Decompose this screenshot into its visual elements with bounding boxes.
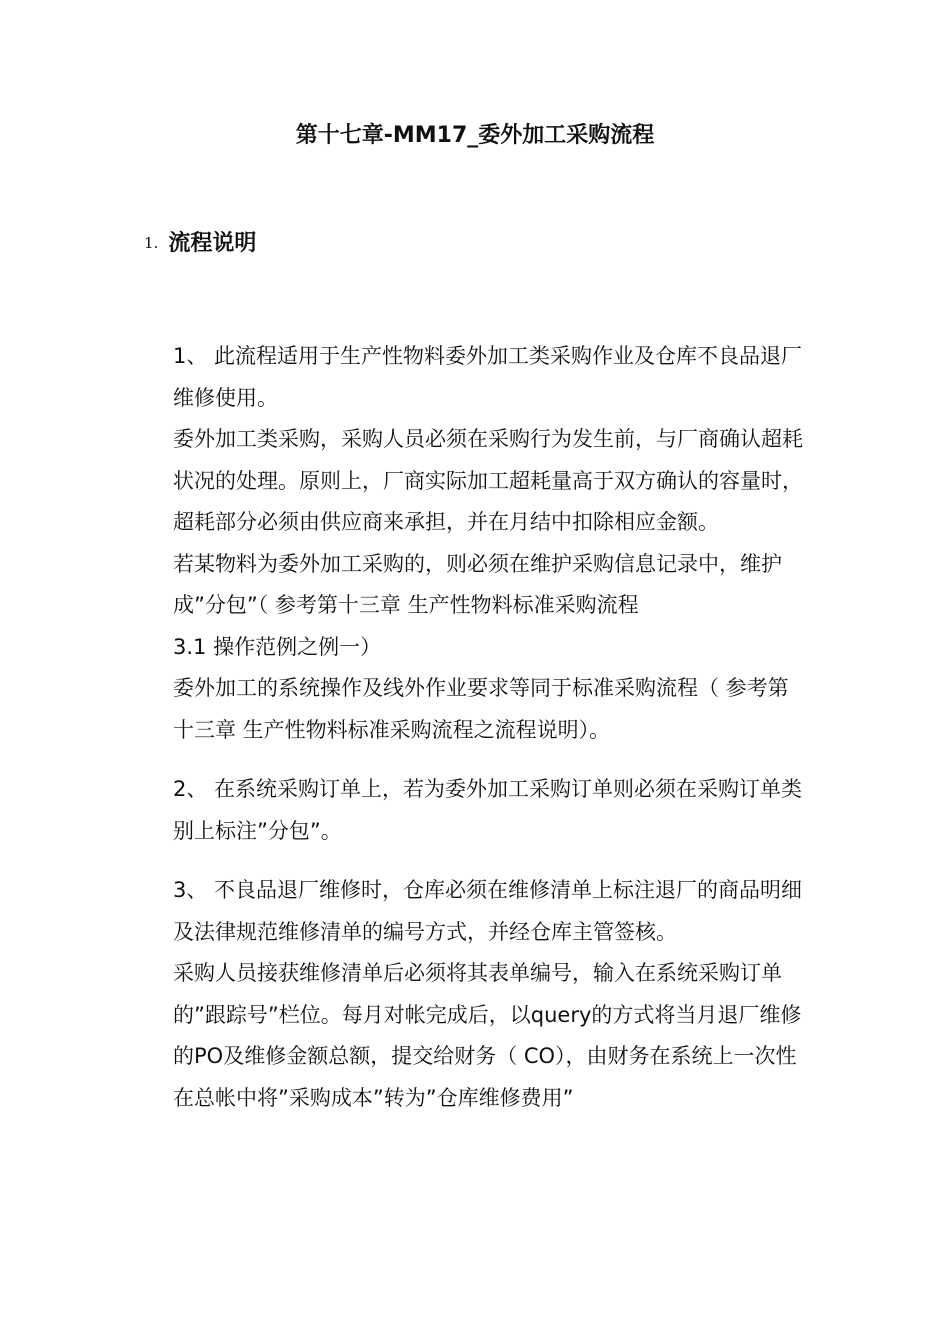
section-heading-text: 流程说明 bbox=[168, 231, 257, 256]
paragraph-6: 2、 在系统采购订单上，若为委外加工采购订单则必须在采购订单类别上标注”分包”。 bbox=[173, 777, 803, 843]
paragraph-1: 1、 此流程适用于生产性物料委外加工类采购作业及仓库不良品退厂维修使用。 bbox=[173, 344, 803, 410]
section-heading bbox=[144, 226, 256, 257]
paragraph-3: 若某物料为委外加工采购的，则必须在维护采购信息记录中，维护成”分包”（ 参考第十三章 生产性物料标准采购流程 bbox=[173, 551, 782, 617]
paragraph-5: 委外加工的系统操作及线外作业要求等同于标准采购流程（ 参考第十三章 生产性物料标准采购流程之流程说明）。 bbox=[173, 676, 789, 742]
document-body bbox=[173, 336, 803, 1119]
paragraph-2: 委外加工类采购，采购人员必须在采购行为发生前，与厂商确认超耗状况的处理。原则上，厂商实际加工超耗量高于双方确认的容量时，超耗部分必须由供应商来承担，并在月结中扣除相应金额。 bbox=[173, 427, 803, 534]
paragraph-4: 3.1 操作范例之例一） bbox=[173, 634, 382, 659]
document-title: 第十七章-MM17_委外加工采购流程 bbox=[295, 123, 655, 148]
section-number: 1. bbox=[144, 234, 159, 252]
paragraph-8: 采购人员接获维修清单后必须将其表单编号，输入在系统采购订单的”跟踪号”栏位。每月对帐完成后，以query的方式将当月退厂维修的PO及维修金额总额，提交给财务（ CO），由财务在系统上一次性在总帐中将”采购成本”转为”仓库维修费用” bbox=[173, 961, 802, 1110]
paragraph-7: 3、 不良品退厂维修时，仓库必须在维修清单上标注退厂的商品明细及法律规范维修清单的编号方式，并经仓库主管签核。 bbox=[173, 878, 803, 944]
